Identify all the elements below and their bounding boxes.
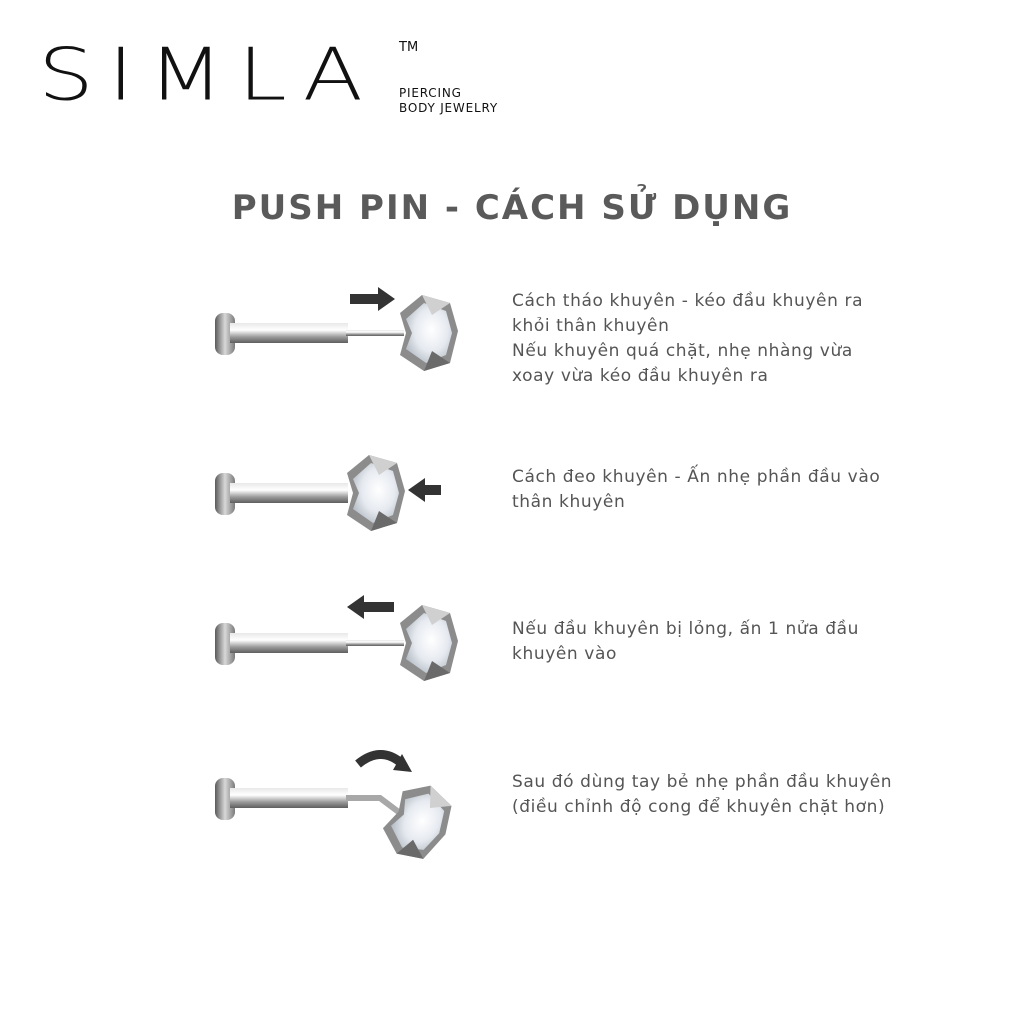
labret-post (230, 323, 348, 343)
gem-head (347, 455, 405, 531)
push-pin (346, 330, 404, 336)
stud-illustration-bend (190, 730, 480, 870)
step-tighten (0, 575, 1024, 715)
step-remove-text: Cách tháo khuyên - kéo đầu khuyên ra khỏi thân khuyên Nếu khuyên quá chặt, nhẹ nhàng vừa xoay vừa kéo đầu khuyên ra (512, 291, 864, 386)
step-insert-text: Cách đeo khuyên - Ấn nhẹ phần đầu vào thân khuyên (512, 467, 881, 512)
page-title: PUSH PIN - CÁCH SỬ DỤNG (231, 188, 793, 228)
step-bend (0, 730, 1024, 870)
gem-head (375, 775, 462, 869)
trademark-mark: TM (399, 40, 419, 55)
stud-illustration-tighten (190, 575, 480, 715)
bent-pin (346, 798, 404, 816)
labret-post (230, 483, 348, 503)
step-tighten-text: Nếu đầu khuyên bị lỏng, ấn 1 nửa đầu khuyên vào (512, 619, 860, 664)
arrow-right-icon (350, 287, 395, 311)
curved-arrow-icon (358, 754, 412, 772)
logo-wordmark: SIMLA (38, 32, 377, 117)
logo-subtitle (399, 86, 498, 116)
labret-post (230, 788, 348, 808)
step-remove (0, 265, 1024, 405)
logo-subtitle-line-1: PIERCING (399, 86, 462, 100)
stud-illustration-insert (190, 425, 480, 565)
step-bend-text: Sau đó dùng tay bẻ nhẹ phần đầu khuyên (điều chỉnh độ cong để khuyên chặt hơn) (512, 772, 893, 817)
brand-logo (38, 32, 558, 128)
gem-head (400, 605, 458, 681)
arrow-left-icon (347, 595, 394, 619)
push-pin (346, 640, 404, 646)
logo-subtitle-line-2: BODY JEWELRY (399, 101, 498, 115)
stud-illustration-remove (190, 265, 480, 405)
labret-post (230, 633, 348, 653)
arrow-left-icon (408, 478, 441, 502)
gem-head (400, 295, 458, 371)
step-insert (0, 425, 1024, 565)
